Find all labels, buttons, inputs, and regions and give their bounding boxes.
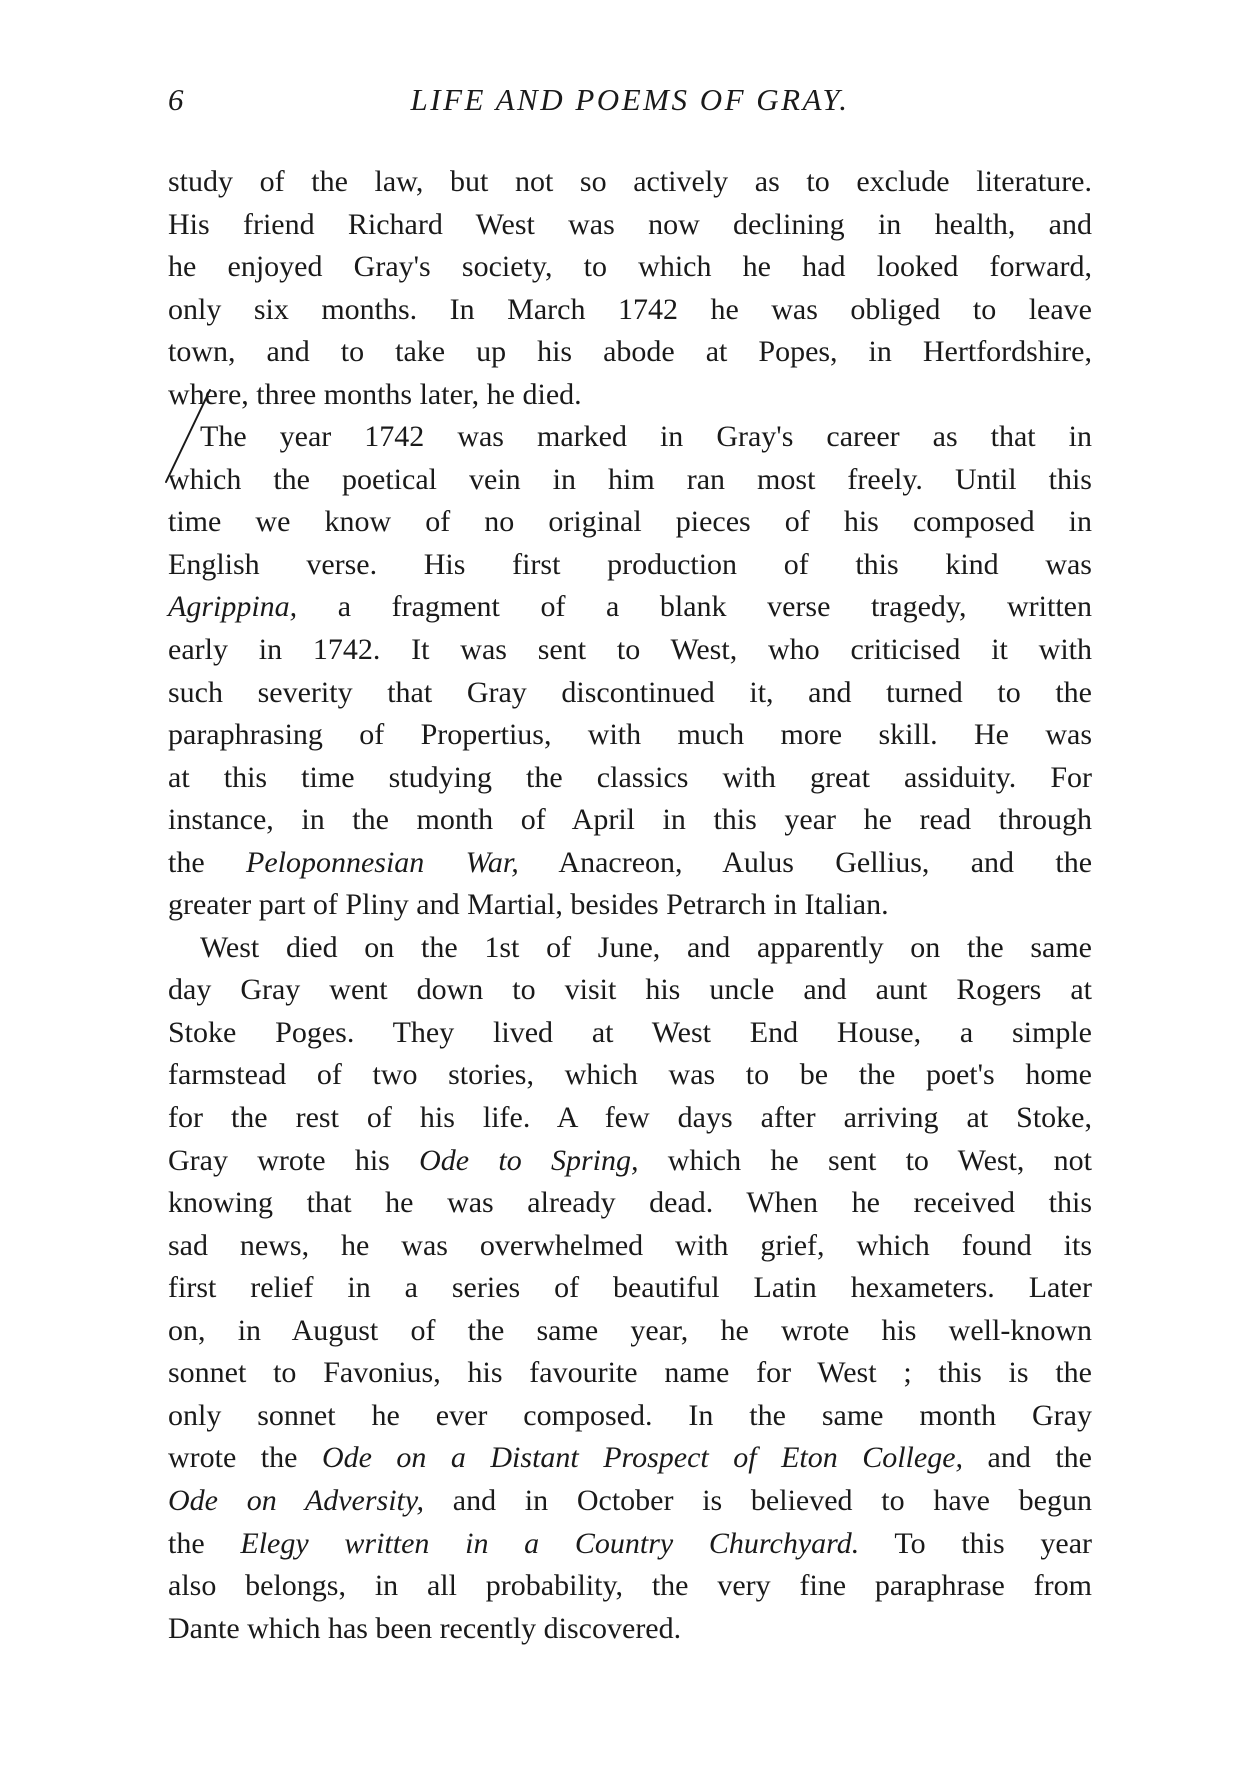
text-line bbox=[168, 672, 1092, 715]
text-run: first relief in a series of beautiful Latin hexameters. Later bbox=[168, 1271, 1092, 1305]
text-run: which he sent to West, not bbox=[638, 1143, 1092, 1177]
text-line bbox=[168, 884, 1092, 927]
text-line bbox=[168, 544, 1092, 587]
text-run: sad news, he was overwhelmed with grief, which found its bbox=[168, 1228, 1092, 1262]
text-line bbox=[168, 1054, 1092, 1097]
text-run: such severity that Gray discontinued it, and turned to the bbox=[168, 675, 1092, 709]
text-run: where, three months later, he died. bbox=[168, 377, 582, 411]
text-run: Gray wrote his bbox=[168, 1143, 420, 1177]
text-line bbox=[168, 799, 1092, 842]
text-run: sonnet to Favonius, his favourite name for West ; this is the bbox=[168, 1356, 1092, 1390]
text-run: for the rest of his life. A few days after arriving at Stoke, bbox=[168, 1101, 1092, 1135]
italic-title: Agrippina, bbox=[168, 590, 298, 624]
text-run: greater part of Pliny and Martial, besides Petrarch in Italian. bbox=[168, 888, 889, 922]
text-run: Stoke Poges. They lived at West End House, a simple bbox=[168, 1015, 1092, 1049]
text-line bbox=[168, 1140, 1092, 1183]
text-line bbox=[168, 1480, 1092, 1523]
text-run: time we know of no original pieces of his composed in bbox=[168, 505, 1092, 539]
text-line bbox=[168, 501, 1092, 544]
italic-title: Ode on Adversity, bbox=[168, 1483, 425, 1517]
text-line bbox=[168, 969, 1092, 1012]
text-line bbox=[168, 1225, 1092, 1268]
text-line bbox=[168, 1523, 1092, 1566]
text-run: and the bbox=[963, 1441, 1092, 1475]
italic-title: Ode on a Distant Prospect of Eton College, bbox=[321, 1441, 964, 1475]
text-run: wrote the bbox=[168, 1441, 322, 1475]
text-run: Dante which has been recently discovered. bbox=[168, 1611, 682, 1645]
text-line bbox=[168, 459, 1092, 502]
text-run: instance, in the month of April in this year he read through bbox=[168, 803, 1092, 837]
text-run: day Gray went down to visit his uncle and aunt Rogers at bbox=[168, 973, 1092, 1007]
text-line bbox=[168, 374, 1092, 417]
text-run: at this time studying the classics with great assiduity. For bbox=[168, 760, 1092, 794]
text-run: His friend Richard West was now declining in health, and bbox=[168, 207, 1092, 241]
text-run: only sonnet he ever composed. In the same month Gray bbox=[168, 1398, 1092, 1432]
text-line bbox=[168, 714, 1092, 757]
text-run: To this year bbox=[859, 1526, 1093, 1560]
text-run: also belongs, in all probability, the very fine paraphrase from bbox=[168, 1569, 1092, 1603]
text-line bbox=[168, 1097, 1092, 1140]
text-run: he enjoyed Gray's society, to which he had looked forward, bbox=[168, 250, 1092, 284]
text-line bbox=[168, 331, 1092, 374]
text-run: the bbox=[168, 1526, 241, 1560]
text-run: farmstead of two stories, which was to be the poet's home bbox=[168, 1058, 1092, 1092]
page-header bbox=[168, 82, 1092, 132]
text-run: study of the law, but not so actively as to exclude literature. bbox=[168, 165, 1092, 198]
italic-title: Ode to Spring, bbox=[419, 1143, 639, 1177]
text-run: English verse. His first production of this kind was bbox=[168, 547, 1092, 581]
text-run: on, in August of the same year, he wrote his well-known bbox=[168, 1313, 1092, 1347]
text-line bbox=[168, 1310, 1092, 1353]
text-run: and in October is believed to have begun bbox=[424, 1483, 1092, 1517]
body-text bbox=[168, 161, 1092, 1650]
text-line bbox=[168, 204, 1092, 247]
text-run: Anacreon, Aulus Gellius, and the bbox=[518, 845, 1093, 879]
text-run: a fragment of a blank verse tragedy, written bbox=[297, 590, 1092, 624]
text-line bbox=[168, 246, 1092, 289]
text-line bbox=[168, 629, 1092, 672]
text-line bbox=[168, 1565, 1092, 1608]
text-line bbox=[168, 161, 1092, 204]
text-run: The year 1742 was marked in Gray's career as that in bbox=[200, 420, 1092, 454]
text-line bbox=[168, 1267, 1092, 1310]
text-line bbox=[168, 1012, 1092, 1055]
page-number: 6 bbox=[168, 82, 184, 117]
text-run: paraphrasing of Propertius, with much more skill. He was bbox=[168, 718, 1092, 752]
text-run: town, and to take up his abode at Popes, in Hertfordshire, bbox=[168, 335, 1092, 369]
text-run: early in 1742. It was sent to West, who criticised it with bbox=[168, 633, 1092, 667]
text-line bbox=[168, 416, 1092, 459]
text-run: the bbox=[168, 845, 246, 879]
text-line bbox=[168, 586, 1092, 629]
italic-title: Elegy written in a Country Churchyard. bbox=[240, 1526, 860, 1560]
text-run: which the poetical vein in him ran most freely. Until this bbox=[168, 462, 1092, 496]
text-line bbox=[168, 289, 1092, 332]
text-line bbox=[168, 927, 1092, 970]
text-run: West died on the 1st of June, and apparently on the same bbox=[200, 930, 1092, 964]
text-line bbox=[168, 1395, 1092, 1438]
text-line bbox=[168, 842, 1092, 885]
italic-title: Peloponnesian War, bbox=[246, 845, 519, 879]
text-line bbox=[168, 1608, 1092, 1651]
text-line bbox=[168, 1437, 1092, 1480]
text-run: only six months. In March 1742 he was obliged to leave bbox=[168, 292, 1092, 326]
text-run: knowing that he was already dead. When he received this bbox=[168, 1186, 1092, 1220]
text-line bbox=[168, 1352, 1092, 1395]
text-line bbox=[168, 757, 1092, 800]
text-line bbox=[168, 1182, 1092, 1225]
running-title: LIFE AND POEMS OF GRAY. bbox=[410, 82, 850, 117]
